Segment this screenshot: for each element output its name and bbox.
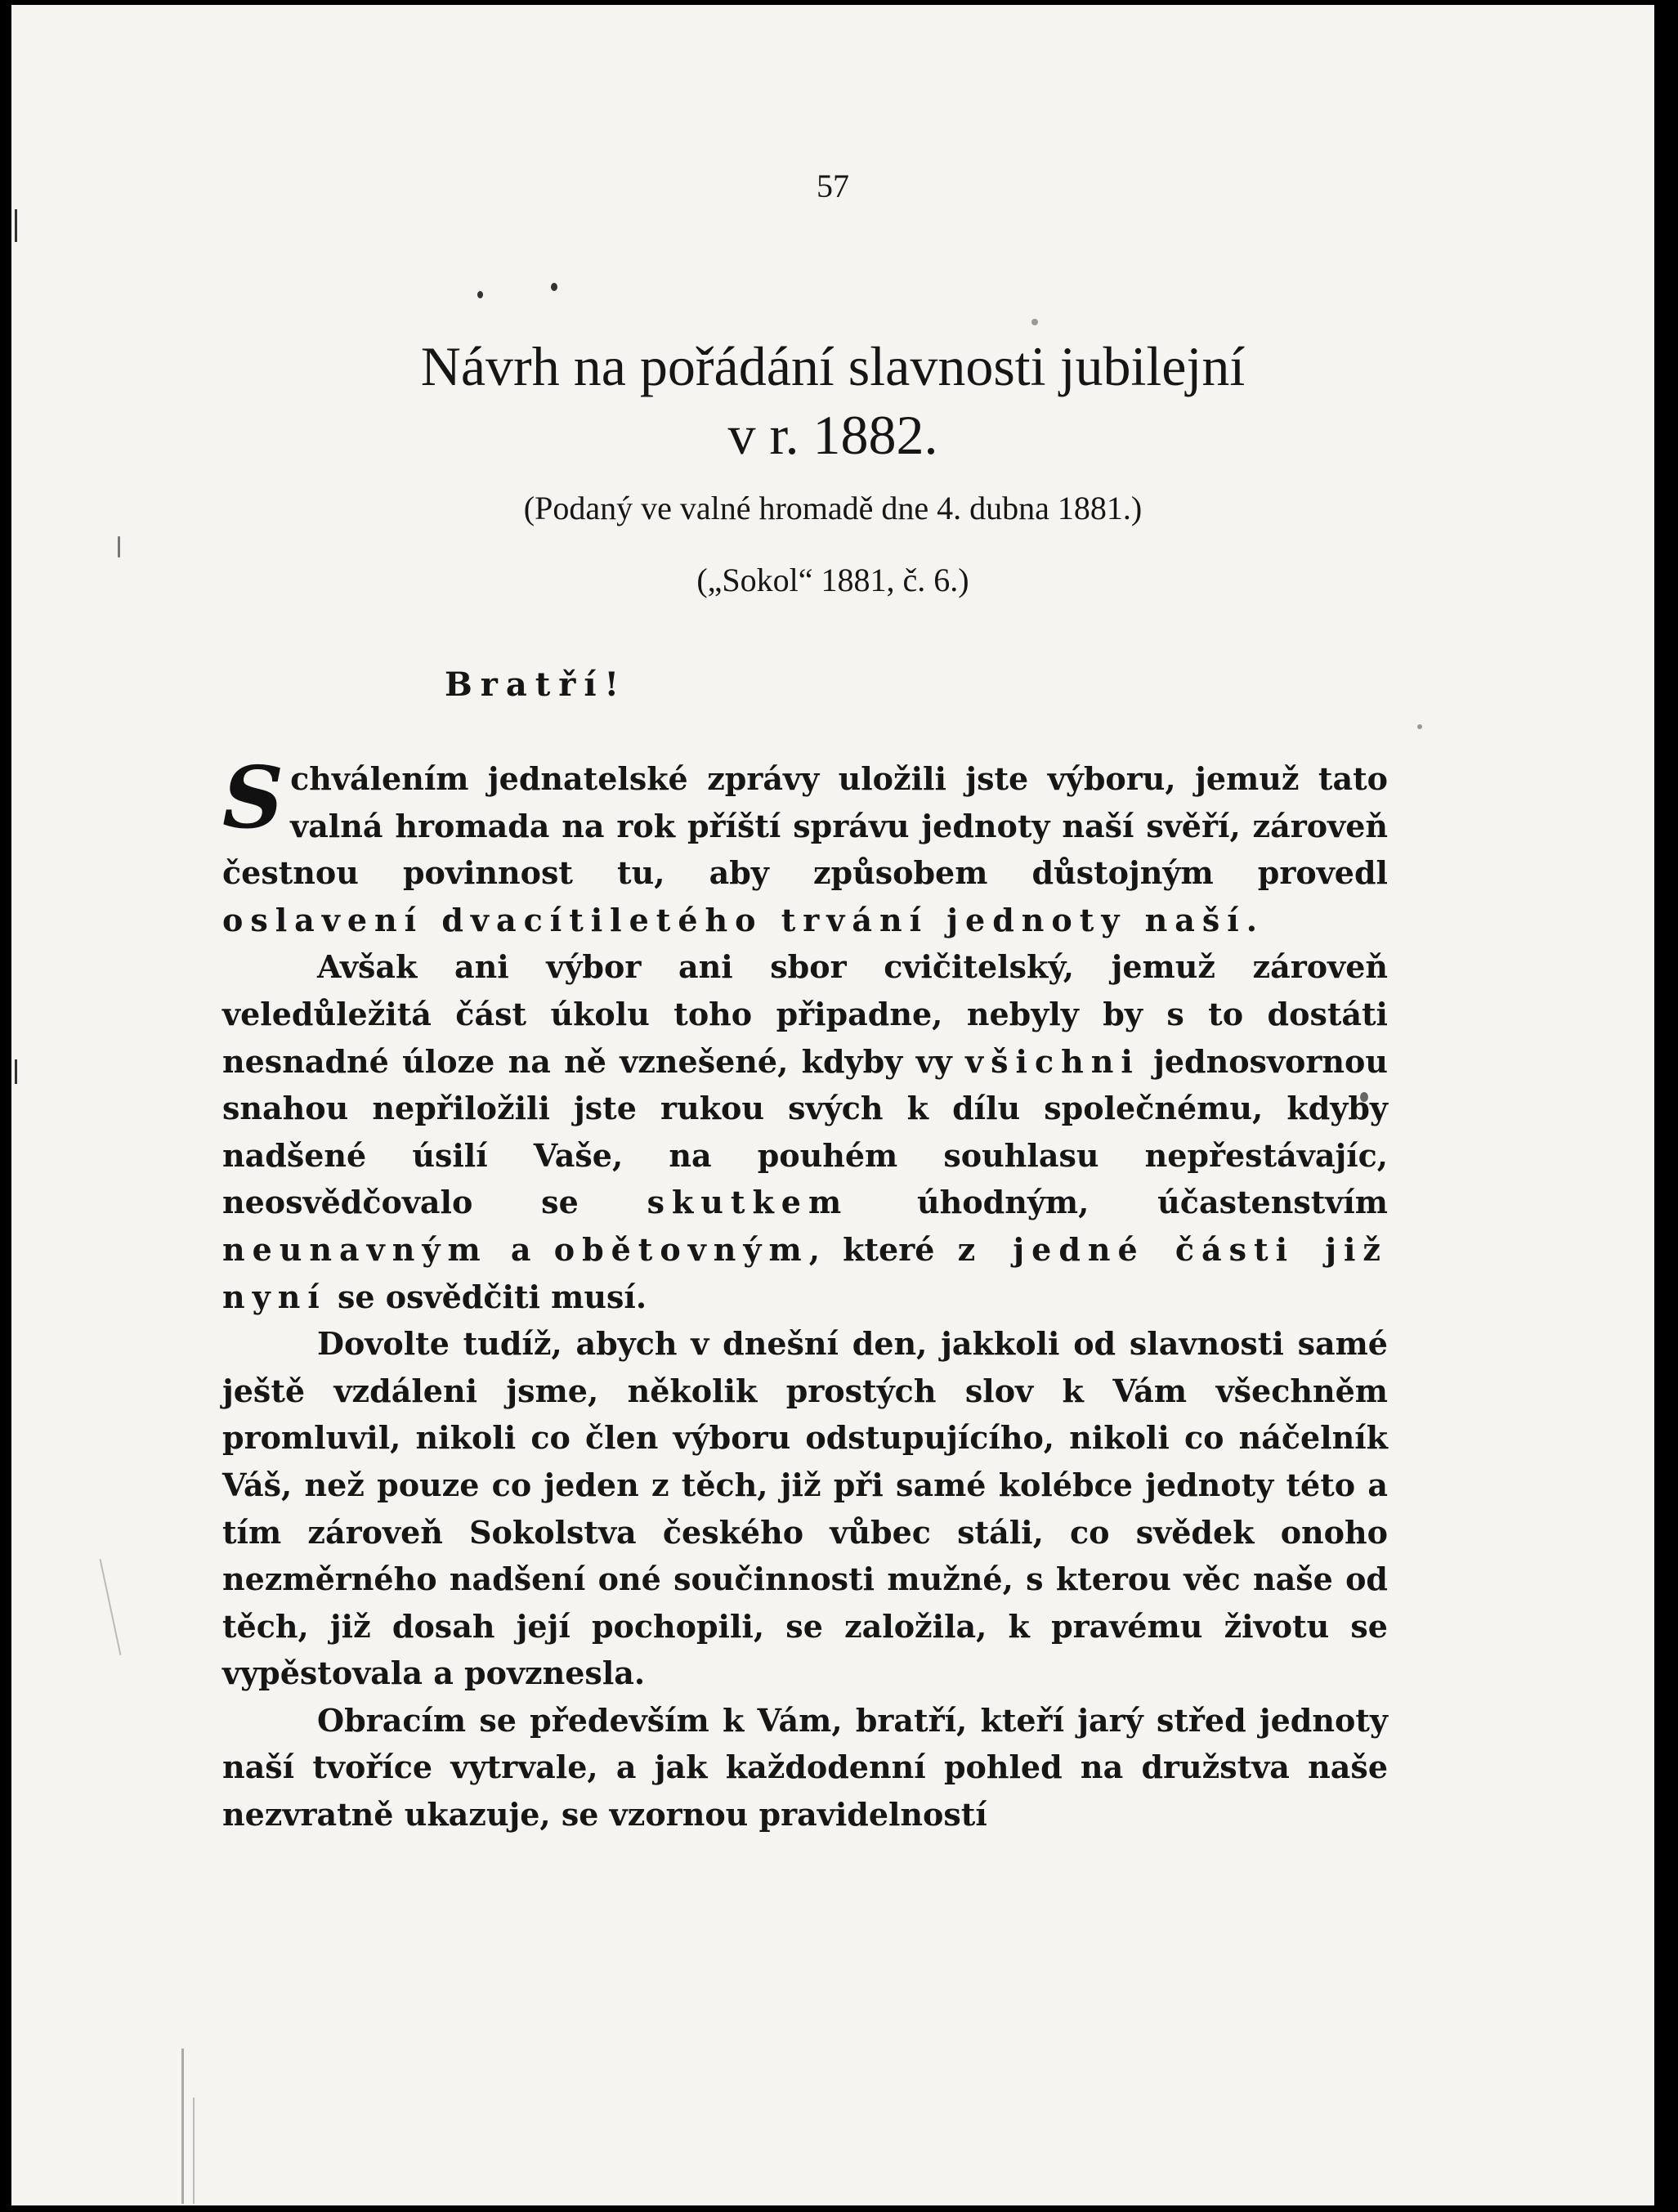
scan-speck [118,536,120,557]
dropcap-letter: S [222,747,284,848]
emphasis-text: oslavení dvacítiletého trvání jednoty naší [222,901,1246,938]
subtitle-presented: (Podaný ve valné hromadě dne 4. dubna 1881.) [523,490,1143,526]
scan-speck [1417,724,1422,729]
emphasis-text: neunavným [222,1230,488,1268]
emphasis-text: obětovným [553,1230,809,1268]
scanned-page [11,5,1654,2205]
paragraph-2-text: Avšak ani výbor ani sbor cvičitelský, jemuž zároveň veledůležitá část úkolu toho připadne, nebyly by s to dostáti nesnadné úloze na ně vznešené, kdyby vy [222,948,1388,1080]
title-line-1: Návrh na pořádání slavnosti jubilejní [420,335,1246,397]
paragraph-4: Obracím se především k Vám, bratří, kteří jarý střed jednoty naší tvoříce vytrvale, a jak každodenní pohled na družstva naše nezvratně ukazuje, se vzornou pravidelností [222,1701,1388,1834]
scan-speck [477,291,483,298]
subtitle-source: („Sokol“ 1881, č. 6.) [696,562,969,598]
paragraph-1-text: . [1246,901,1257,938]
paragraph-2-text: , které [808,1230,958,1268]
scan-edge-mark [15,1059,17,1084]
paragraph-1-text: chválením jednatelské zprávy uložili jste výboru, jemuž tato valná hromada na rok příští správu jednoty naší svěří, zároveň čestnou povinnost tu, aby způsobem důstojným provedl [222,760,1388,892]
title-line-2: v r. 1882. [727,404,938,466]
scan-edge-mark [193,2098,195,2204]
scan-speck [551,283,557,291]
salutation: Bratří! [445,665,628,704]
paragraph-2-text: a [487,1230,554,1268]
paragraph-1 [222,747,1388,943]
page-title [11,332,1654,469]
scan-edge-mark [15,209,17,242]
paragraph-2-text: se osvědčiti musí. [326,1278,647,1315]
emphasis-text: skutkem [647,1184,849,1221]
emphasis-text: všichni [965,1042,1140,1080]
paragraph-2 [222,943,1388,1320]
paragraph-2-text: úhodným, účastenstvím [848,1184,1388,1221]
scan-edge-mark [100,1559,122,1655]
scan-edge-mark [181,2049,184,2204]
paragraph-2-text: jednosvornou snahou nepřiložili jste rukou svých k dílu společnému, kdyby nadšené úsilí Vaše, na pouhém souhlasu nepřestávajíc, neosvědčovalo se [222,1042,1388,1221]
emphasis-text: z jedné části již nyní [222,1230,1388,1315]
scan-speck [1031,319,1038,325]
body-text [222,747,1388,1838]
paragraph-3: Dovolte tudíž, abych v dnešní den, jakkoli od slavnosti samé ještě vzdáleni jsme, několik prostých slov k Vám všechněm promluvil, nikoli co člen výboru odstupujícího, nikoli co náčelník Váš, než pouze co jeden z těch, již při samé kolébce jednoty této a tím zároveň Sokolstva českého vůbec stáli, co svědek onoho nezměrného nadšení oné součinnosti mužné, s kterou věc naše od těch, již dosah její pochopili, se založila, k pravému životu se vypěstovala a povznesla. [222,1325,1388,1692]
page-number: 57 [817,168,849,204]
